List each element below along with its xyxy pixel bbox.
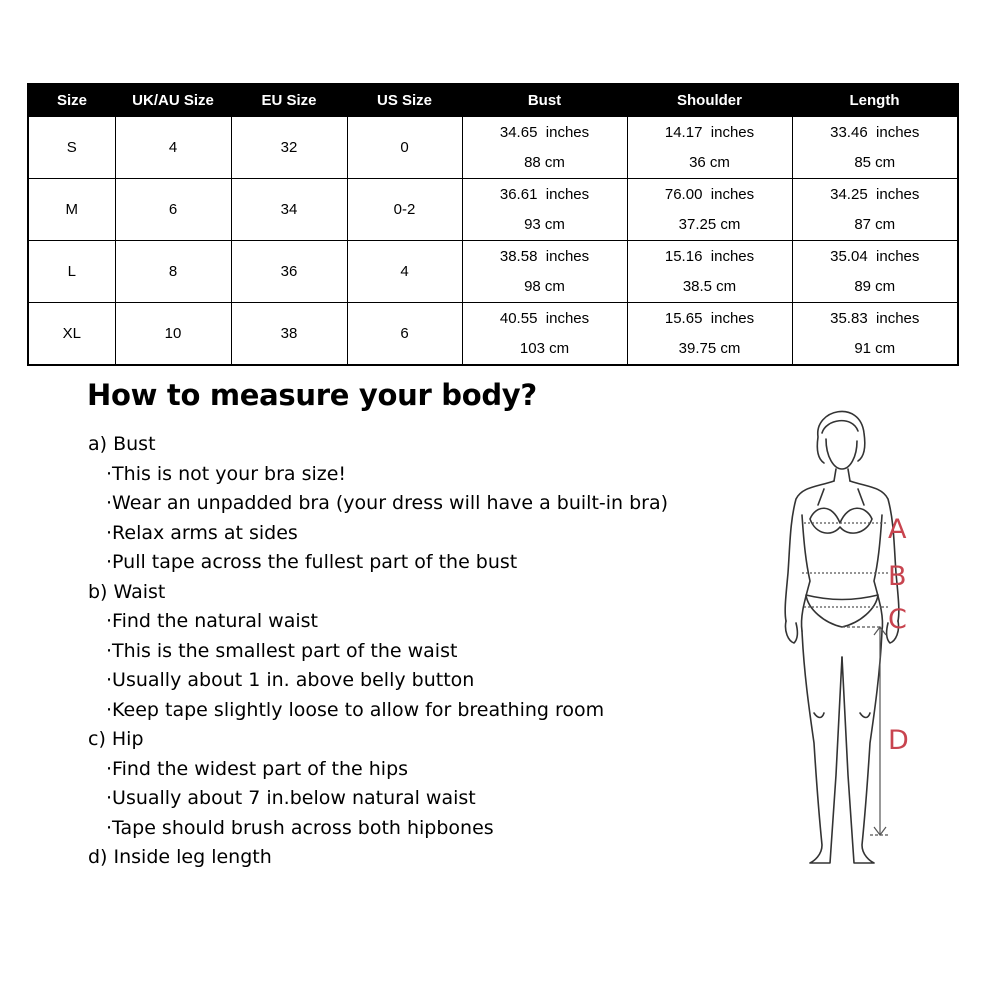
cell-length bbox=[792, 179, 958, 241]
list-item: ·This is not your bra size! bbox=[106, 462, 347, 485]
list-item: ·Usually about 7 in.below natural waist bbox=[106, 787, 476, 809]
length-cm: 91 cm bbox=[854, 339, 896, 357]
cell-bust bbox=[462, 179, 627, 241]
cell-uk-size: 8 bbox=[115, 241, 231, 303]
bust-inches: 34.65 inches bbox=[499, 123, 590, 141]
label-a: A bbox=[888, 514, 907, 545]
header-us-size: US Size bbox=[347, 84, 462, 117]
cell-bust bbox=[462, 303, 627, 366]
bust-cm: 98 cm bbox=[524, 277, 565, 295]
cell-eu-size: 32 bbox=[231, 117, 347, 179]
shoulder-cm: 37.25 cm bbox=[678, 215, 741, 233]
cell-shoulder bbox=[627, 241, 792, 303]
cell-bust bbox=[462, 241, 627, 303]
length-inches: 33.46 inches bbox=[830, 123, 920, 141]
section-heading-bust: a) Bust bbox=[88, 433, 156, 455]
guide-title: How to measure your body? bbox=[87, 378, 537, 412]
list-item: ·Find the natural waist bbox=[106, 610, 318, 632]
cell-size: XL bbox=[28, 303, 115, 366]
length-cm: 87 cm bbox=[854, 215, 896, 233]
cell-size: L bbox=[28, 241, 115, 303]
shoulder-inches: 15.65 inches bbox=[664, 309, 755, 327]
table-row bbox=[28, 303, 958, 366]
length-inches: 35.04 inches bbox=[830, 247, 920, 265]
cell-us-size: 6 bbox=[347, 303, 462, 366]
label-c: C bbox=[888, 604, 907, 635]
list-item: ·Pull tape across the fullest part of the bust bbox=[106, 551, 518, 573]
body-outline-icon bbox=[785, 411, 899, 863]
bust-inches: 38.58 inches bbox=[499, 247, 590, 265]
cell-us-size: 0-2 bbox=[347, 179, 462, 241]
cell-bust bbox=[462, 117, 627, 179]
length-inches: 34.25 inches bbox=[830, 185, 920, 203]
header-bust: Bust bbox=[462, 84, 627, 117]
bust-cm: 93 cm bbox=[524, 215, 565, 233]
cell-us-size: 4 bbox=[347, 241, 462, 303]
cell-length bbox=[792, 241, 958, 303]
list-item: ·Keep tape slightly loose to allow for breathing room bbox=[106, 698, 605, 721]
list-item: ·Usually about 1 in. above belly button bbox=[106, 669, 475, 691]
length-cm: 85 cm bbox=[854, 153, 896, 171]
size-chart-table bbox=[27, 83, 959, 366]
header-uk-au-size: UK/AU Size bbox=[115, 84, 231, 117]
header-size: Size bbox=[28, 84, 115, 117]
cell-shoulder bbox=[627, 117, 792, 179]
cell-eu-size: 36 bbox=[231, 241, 347, 303]
shoulder-cm: 36 cm bbox=[689, 153, 730, 171]
shoulder-inches: 76.00 inches bbox=[664, 185, 755, 203]
cell-shoulder bbox=[627, 303, 792, 366]
length-inches: 35.83 inches bbox=[830, 309, 920, 327]
label-d: D bbox=[888, 725, 909, 756]
cell-eu-size: 34 bbox=[231, 179, 347, 241]
bust-cm: 88 cm bbox=[524, 153, 565, 171]
cell-us-size: 0 bbox=[347, 117, 462, 179]
list-item: ·Relax arms at sides bbox=[106, 521, 298, 544]
cell-uk-size: 4 bbox=[115, 117, 231, 179]
table-row bbox=[28, 117, 958, 179]
list-item: ·This is the smallest part of the waist bbox=[106, 639, 458, 662]
cell-uk-size: 6 bbox=[115, 179, 231, 241]
cell-eu-size: 38 bbox=[231, 303, 347, 366]
cell-shoulder bbox=[627, 179, 792, 241]
table-header-row bbox=[28, 84, 958, 117]
cell-uk-size: 10 bbox=[115, 303, 231, 366]
table-row bbox=[28, 179, 958, 241]
header-eu-size: EU Size bbox=[231, 84, 347, 117]
bust-inches: 40.55 inches bbox=[499, 309, 590, 327]
shoulder-cm: 38.5 cm bbox=[682, 277, 737, 295]
section-heading-hip: c) Hip bbox=[88, 728, 144, 750]
list-item: ·Find the widest part of the hips bbox=[106, 757, 409, 780]
label-b: B bbox=[888, 561, 907, 592]
shoulder-cm: 39.75 cm bbox=[678, 339, 741, 357]
table-row bbox=[28, 241, 958, 303]
bust-cm: 103 cm bbox=[519, 339, 570, 357]
shoulder-inches: 14.17 inches bbox=[664, 123, 755, 141]
header-shoulder: Shoulder bbox=[627, 84, 792, 117]
shoulder-inches: 15.16 inches bbox=[664, 247, 755, 265]
length-cm: 89 cm bbox=[854, 277, 896, 295]
body-measurement-figure bbox=[760, 395, 990, 875]
list-item: ·Wear an unpadded bra (your dress will have a built-in bra) bbox=[106, 492, 669, 514]
list-item: ·Tape should brush across both hipbones bbox=[106, 816, 494, 839]
cell-length bbox=[792, 117, 958, 179]
measurement-guide bbox=[88, 430, 728, 873]
header-length: Length bbox=[792, 84, 958, 117]
cell-length bbox=[792, 303, 958, 366]
bust-inches: 36.61 inches bbox=[499, 185, 590, 203]
cell-size: S bbox=[28, 117, 115, 179]
section-heading-waist: b) Waist bbox=[88, 580, 166, 603]
section-heading-inside-leg: d) Inside leg length bbox=[88, 846, 272, 868]
cell-size: M bbox=[28, 179, 115, 241]
